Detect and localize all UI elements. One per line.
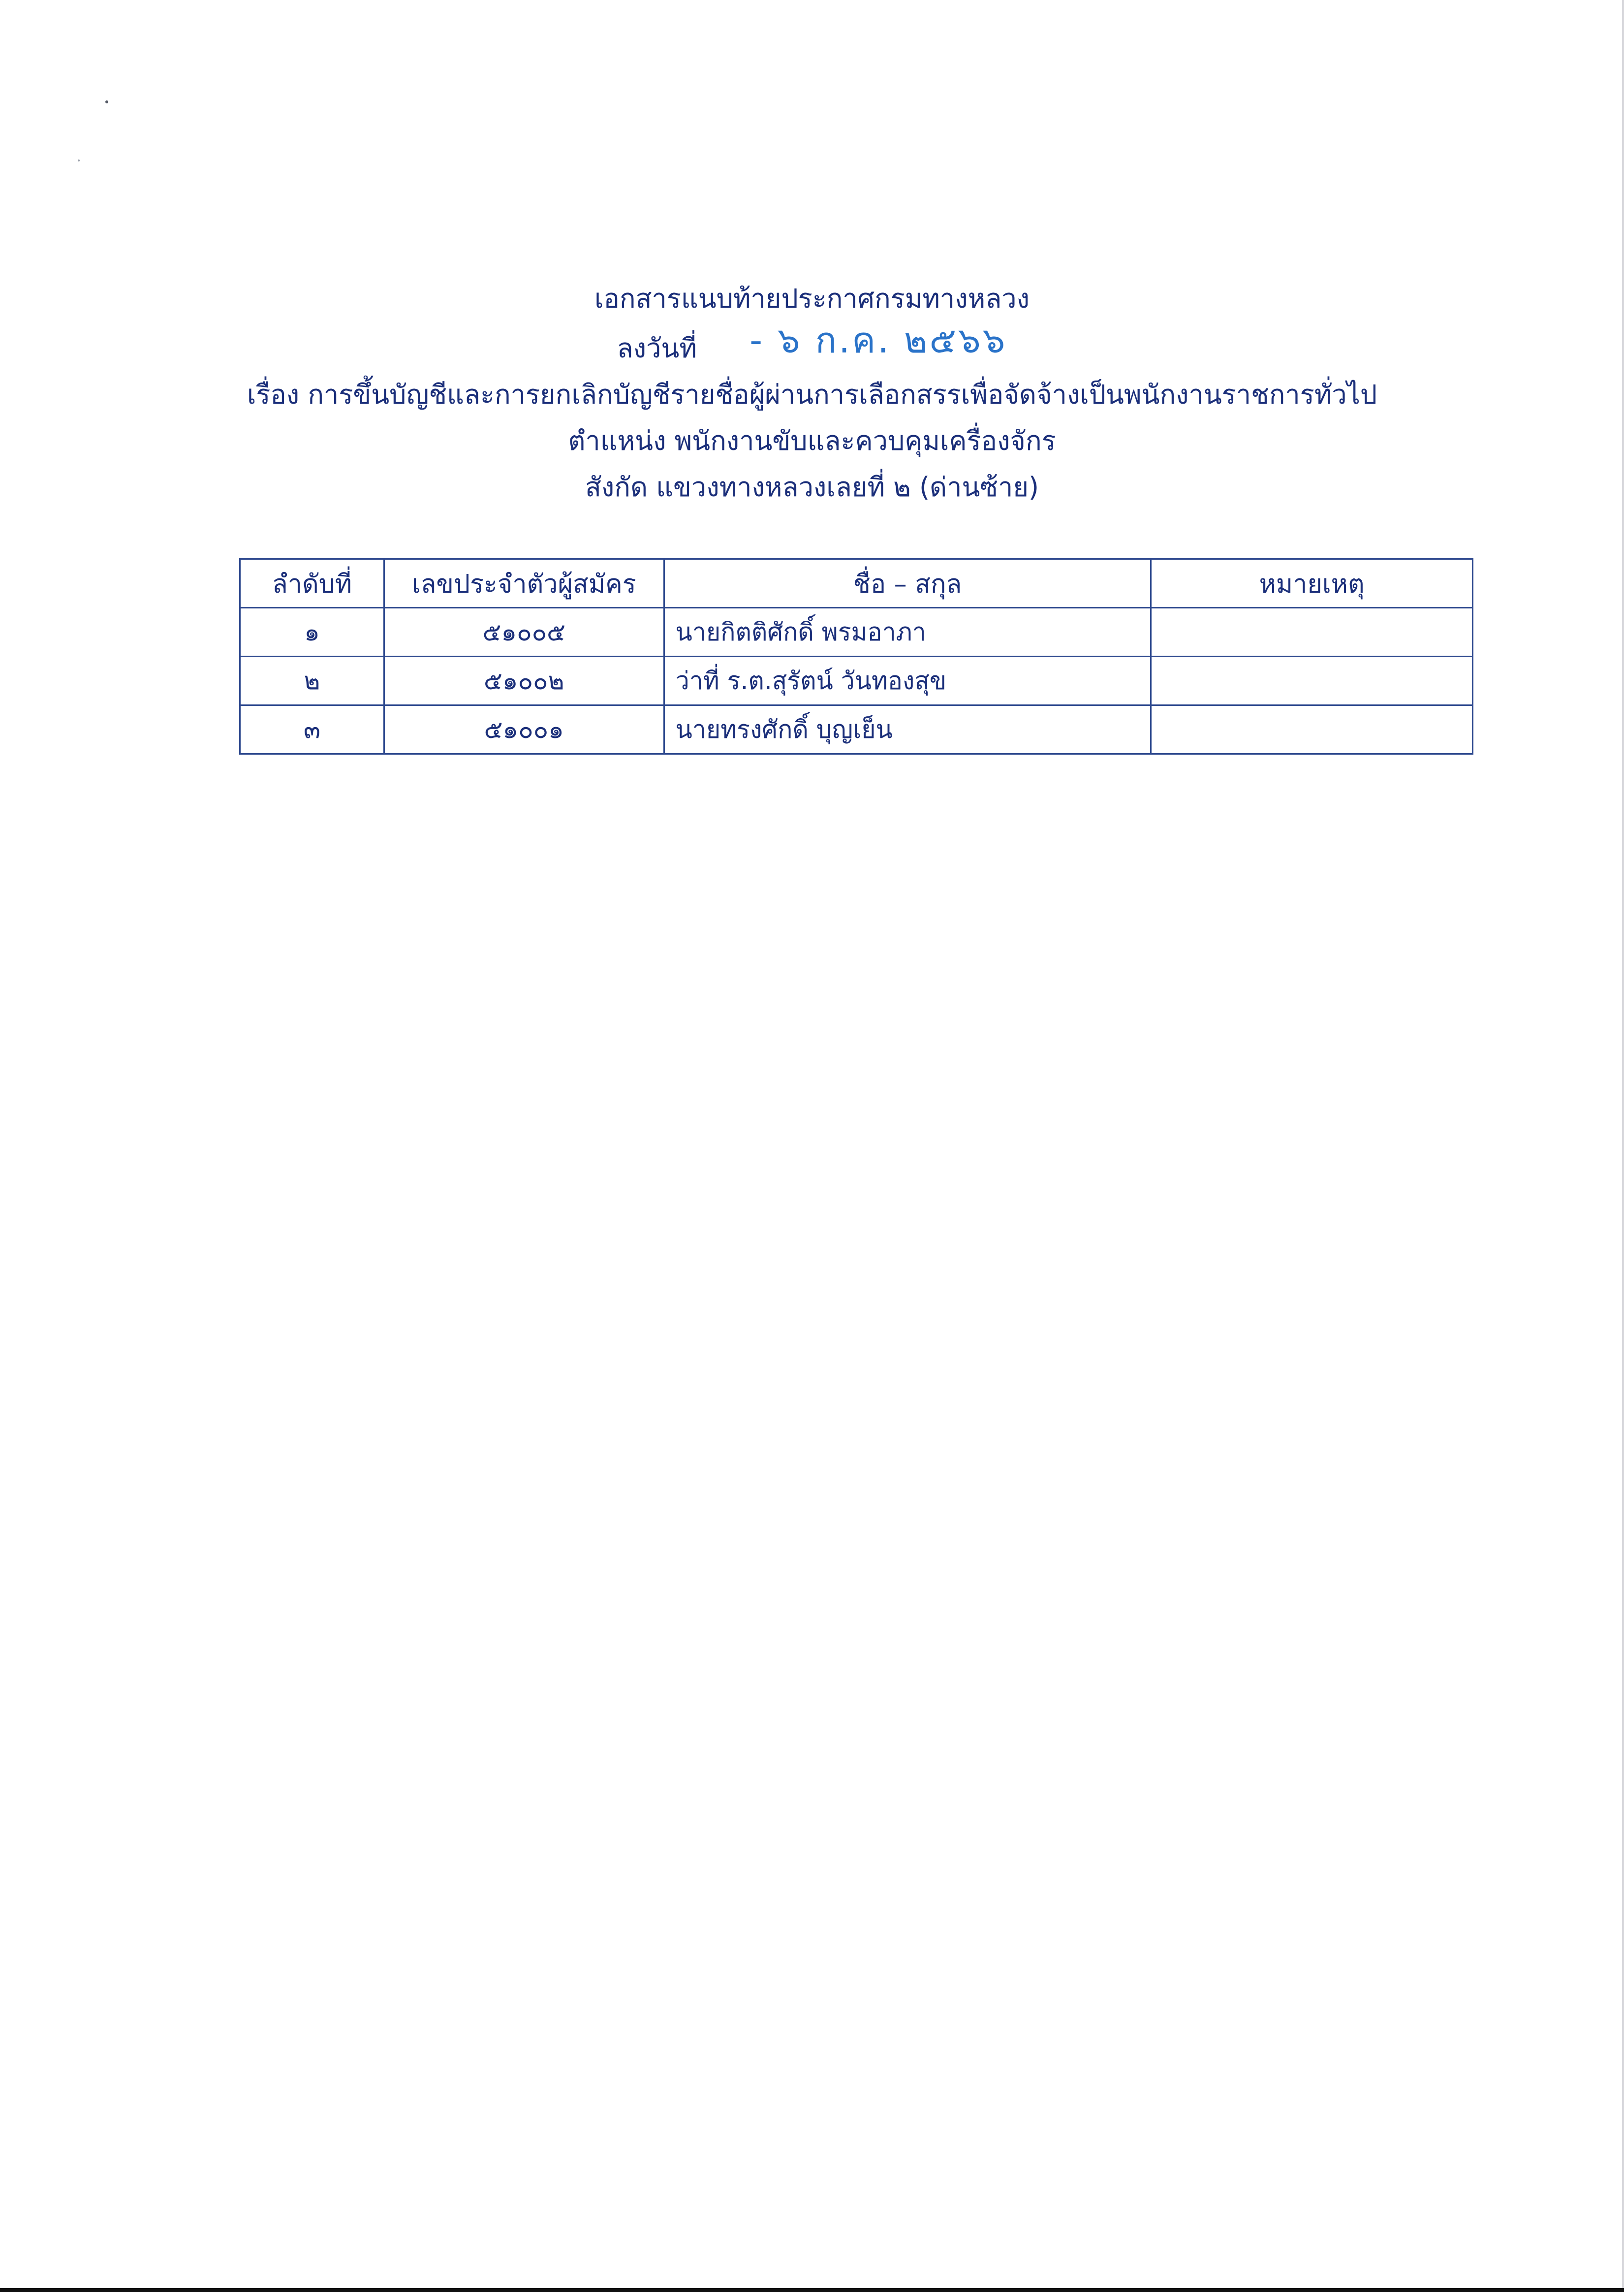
cell-order: ๑ xyxy=(240,608,384,657)
cell-order: ๒ xyxy=(240,657,384,705)
cell-name: ว่าที่ ร.ต.สุรัตน์ วันทองสุข xyxy=(664,657,1151,705)
cell-note xyxy=(1151,657,1473,705)
attachment-title: เอกสารแนบท้ายประกาศกรมทางหลวง xyxy=(594,283,1030,314)
cell-applicant-id: ๕๑๐๐๑ xyxy=(384,705,664,754)
table-row xyxy=(240,608,1473,657)
scan-edge-right xyxy=(1622,0,1624,2292)
date-line xyxy=(0,319,1624,372)
cell-applicant-id: ๕๑๐๐๕ xyxy=(384,608,664,657)
cell-applicant-id: ๕๑๐๐๒ xyxy=(384,657,664,705)
date-label: ลงวันที่ xyxy=(617,333,697,364)
scan-speck xyxy=(78,159,80,161)
scan-edge-bottom xyxy=(0,2288,1624,2292)
date-stamp: - ๖ ก.ค. ๒๕๖๖ xyxy=(750,319,1007,361)
scan-speck xyxy=(105,100,108,103)
header-name: ชื่อ – สกุล xyxy=(664,559,1151,608)
table-header-row xyxy=(240,559,1473,608)
cell-note xyxy=(1151,608,1473,657)
applicant-table xyxy=(239,558,1473,755)
affiliation-line: สังกัด แขวงทางหลวงเลยที่ ๒ (ด่านซ้าย) xyxy=(585,472,1039,503)
cell-name: นายทรงศักดิ์ บุญเย็น xyxy=(664,705,1151,754)
subject-line: เรื่อง การขึ้นบัญชีและการยกเลิกบัญชีรายชื่อผู้ผ่านการเลือกสรรเพื่อจัดจ้างเป็นพนักงานราชการทั่วไป xyxy=(247,379,1377,410)
document-header xyxy=(0,276,1624,510)
table-row xyxy=(240,705,1473,754)
header-note: หมายเหตุ xyxy=(1151,559,1473,608)
table-row xyxy=(240,657,1473,705)
cell-name: นายกิตติศักดิ์ พรมอาภา xyxy=(664,608,1151,657)
header-applicant-id: เลขประจำตัวผู้สมัคร xyxy=(384,559,664,608)
cell-order: ๓ xyxy=(240,705,384,754)
position-line: ตำแหน่ง พนักงานขับและควบคุมเครื่องจักร xyxy=(568,425,1056,456)
cell-note xyxy=(1151,705,1473,754)
header-order: ลำดับที่ xyxy=(240,559,384,608)
